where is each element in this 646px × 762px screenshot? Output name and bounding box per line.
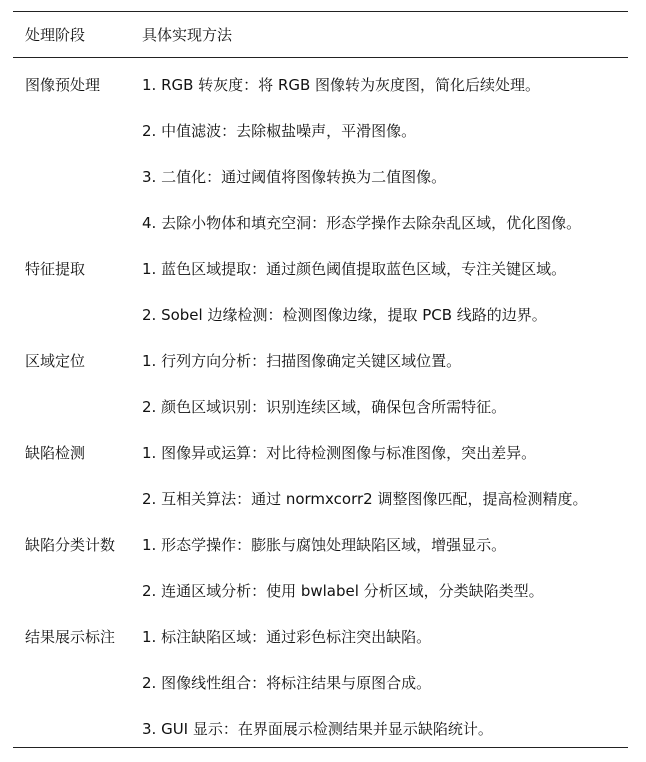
stage-cell: 图像预处理 — [25, 76, 101, 94]
method-cell: 1. 蓝色区域提取：通过颜色阈值提取蓝色区域，专注关键区域。 — [142, 260, 567, 278]
method-cell: 3. 二值化：通过阈值将图像转换为二值图像。 — [142, 168, 447, 186]
method-cell: 1. RGB 转灰度：将 RGB 图像转为灰度图，简化后续处理。 — [142, 76, 541, 94]
table-row — [13, 673, 628, 693]
header-method: 具体实现方法 — [142, 26, 233, 44]
table-row — [13, 121, 628, 141]
stage-cell: 区域定位 — [25, 352, 86, 370]
method-cell: 2. 图像线性组合：将标注结果与原图合成。 — [142, 674, 432, 692]
table-row — [13, 259, 628, 279]
table-row — [13, 397, 628, 417]
table-row — [13, 305, 628, 325]
table-row — [13, 167, 628, 187]
method-cell: 1. 行列方向分析：扫描图像确定关键区域位置。 — [142, 352, 462, 370]
method-cell: 2. 颜色区域识别：识别连续区域，确保包含所需特征。 — [142, 398, 507, 416]
table-row — [13, 719, 628, 739]
processing-table — [13, 11, 628, 748]
method-cell: 2. 中值滤波：去除椒盐噪声，平滑图像。 — [142, 122, 417, 140]
stage-cell: 特征提取 — [25, 260, 86, 278]
method-cell: 1. 形态学操作：膨胀与腐蚀处理缺陷区域，增强显示。 — [142, 536, 507, 554]
method-cell: 4. 去除小物体和填充空洞：形态学操作去除杂乱区域，优化图像。 — [142, 214, 582, 232]
stage-cell: 缺陷检测 — [25, 444, 86, 462]
table-body — [13, 58, 628, 747]
table-row — [13, 213, 628, 233]
method-cell: 3. GUI 显示：在界面展示检测结果并显示缺陷统计。 — [142, 720, 493, 738]
table-header — [13, 12, 628, 57]
table-row — [13, 351, 628, 371]
method-cell: 1. 图像异或运算：对比待检测图像与标准图像，突出差异。 — [142, 444, 537, 462]
method-cell: 1. 标注缺陷区域：通过彩色标注突出缺陷。 — [142, 628, 432, 646]
table-row — [13, 581, 628, 601]
method-cell: 2. 连通区域分析：使用 bwlabel 分析区域，分类缺陷类型。 — [142, 582, 544, 600]
method-cell: 2. 互相关算法：通过 normxcorr2 调整图像匹配，提高检测精度。 — [142, 490, 588, 508]
table-row — [13, 443, 628, 463]
bottom-rule — [13, 747, 628, 748]
header-stage: 处理阶段 — [25, 26, 86, 44]
table-row — [13, 489, 628, 509]
table-row — [13, 75, 628, 95]
stage-cell: 缺陷分类计数 — [25, 536, 116, 554]
table-row — [13, 627, 628, 647]
method-cell: 2. Sobel 边缘检测：检测图像边缘，提取 PCB 线路的边界。 — [142, 306, 547, 324]
stage-cell: 结果展示标注 — [25, 628, 116, 646]
table-row — [13, 535, 628, 555]
